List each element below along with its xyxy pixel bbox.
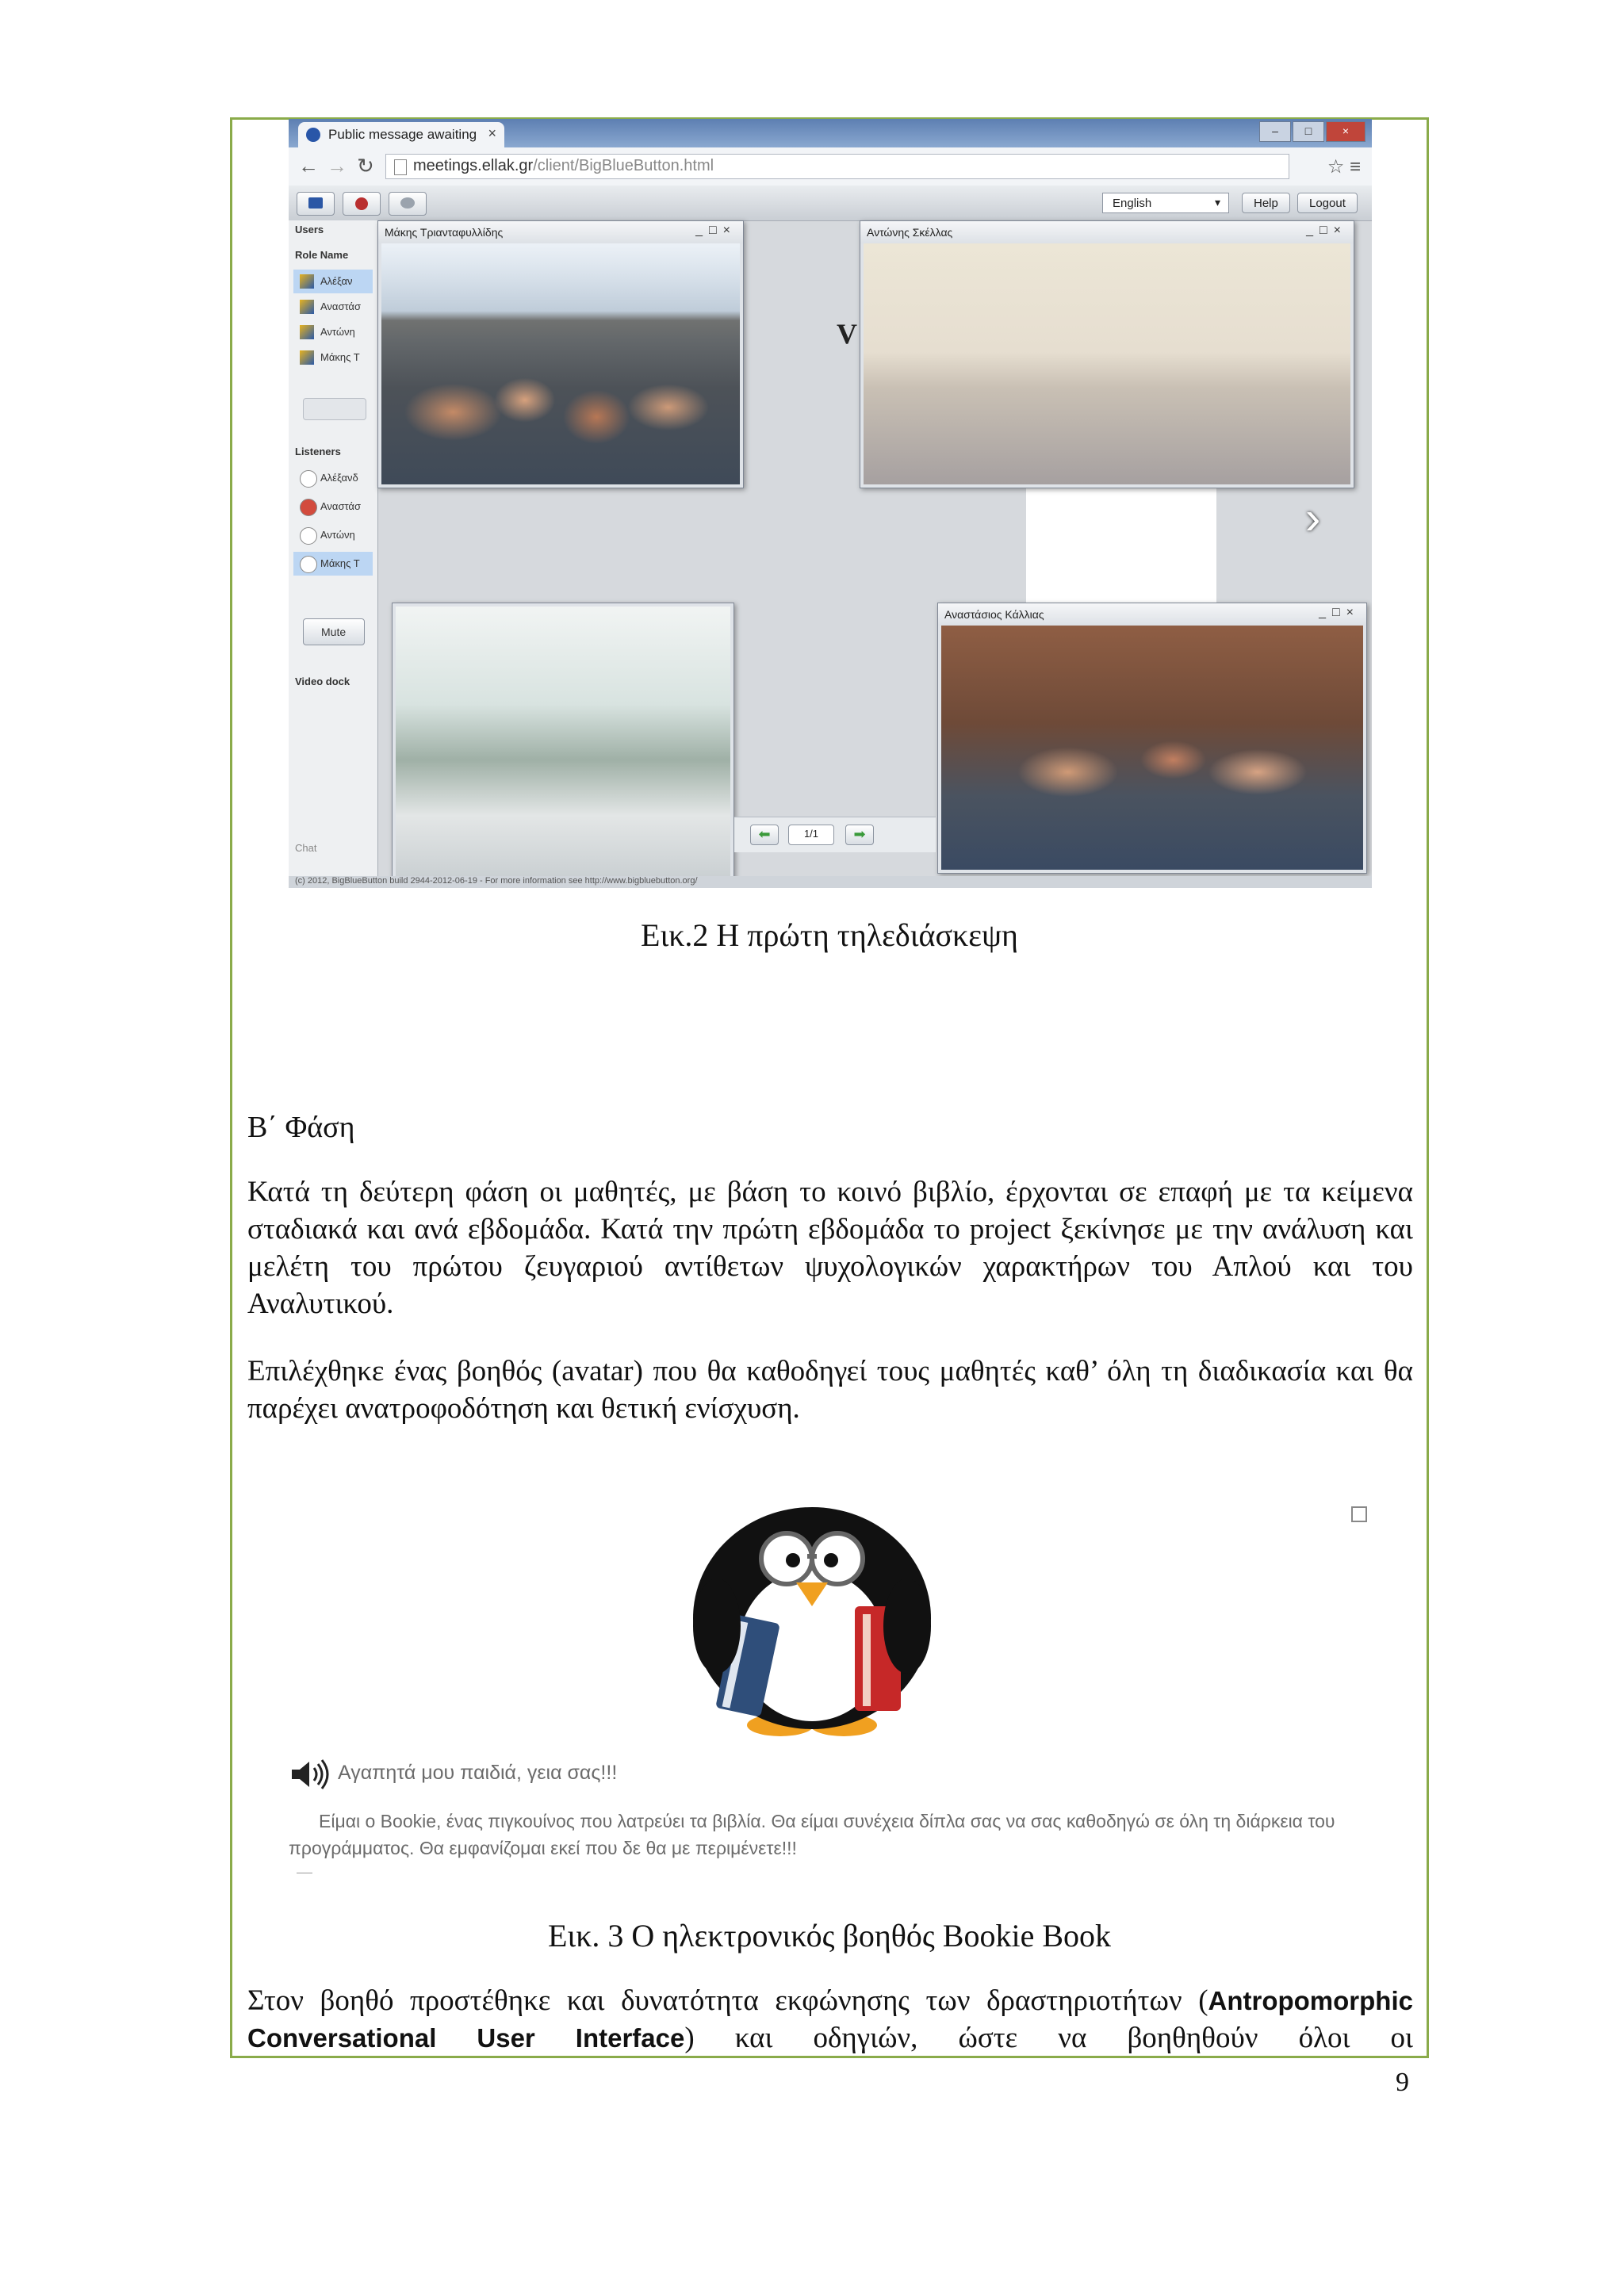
listener-row[interactable]: Αντώνη bbox=[293, 523, 373, 547]
figure-teleconference-screenshot bbox=[289, 119, 1372, 888]
webcam-window[interactable] bbox=[937, 603, 1367, 874]
user-row[interactable]: Αντώνη bbox=[293, 320, 373, 344]
paragraph-voice-feature: Στον βοηθό προστέθηκε και δυνατότητα εκφώνησης των δραστηριοτήτων (Antropomorphic Conversational User Interface) και οδηγιών, ώστε να βοηθηθούν όλοι οι bbox=[247, 1984, 1413, 2054]
window-controls-icon[interactable]: _□× bbox=[1306, 224, 1347, 237]
star-menu-icon[interactable]: ☆ ≡ bbox=[1327, 156, 1361, 178]
video-dock-feed bbox=[392, 603, 734, 888]
figure-caption-3: Εικ. 3 Ο ηλεκτρονικός βοηθός Bookie Book bbox=[548, 1918, 1111, 1954]
users-panel bbox=[289, 220, 378, 888]
favicon-icon bbox=[306, 128, 320, 142]
window-controls-icon[interactable]: _□× bbox=[695, 224, 737, 237]
bbb-footer: (c) 2012, BigBlueButton build 2944-2012-06-19 - For more information see http://www.bigbluebutton.org/ bbox=[289, 876, 1372, 888]
figure-bookie-screenshot bbox=[289, 1475, 1383, 1919]
video-dock-title: Video dock bbox=[295, 675, 350, 687]
webcam-window-title: Αντώνης Σκέλλας _□× bbox=[860, 221, 1354, 243]
figure-caption-2: Εικ.2 Η πρώτη τηλεδιάσκεψη bbox=[641, 917, 1018, 953]
maximize-button[interactable]: □ bbox=[1293, 121, 1324, 142]
interface-term: Antropomorphic Conversational User Interface bbox=[247, 1986, 1413, 2053]
reload-icon[interactable]: ↻ bbox=[357, 154, 374, 178]
listener-row[interactable]: Μάκης Τ bbox=[293, 552, 373, 576]
headset-icon bbox=[400, 197, 415, 209]
mute-button[interactable]: Mute bbox=[303, 618, 365, 645]
bookie-intro: Είμαι ο Bookie, ένας πιγκουίνος που λατρεύει τα βιβλία. Θα είμαι συνέχεια δίπλα σας να σας καθοδηγώ σε όλη τη διάρκεια του προγράμματος. Θα εμφανίζομαι εκεί που δε θα με περιμένετε!!! bbox=[289, 1811, 1335, 1858]
slide-navigation bbox=[734, 817, 936, 852]
paragraph-voice-end: και οδηγιών, ώστε να βοηθηθούν όλοι οι bbox=[734, 2022, 1413, 2054]
url-host: meetings.ellak.gr bbox=[413, 157, 534, 174]
webcam-button[interactable] bbox=[343, 192, 381, 216]
user-icon bbox=[300, 274, 314, 289]
url-path: /client/BigBlueButton.html bbox=[533, 157, 714, 174]
webcam-video-classroom bbox=[941, 626, 1363, 870]
webcam-video-classroom bbox=[864, 243, 1350, 484]
page-number: 9 bbox=[1396, 2068, 1409, 2097]
paragraph-avatar: Επιλέχθηκε ένας βοηθός (avatar) που θα καθοδηγεί τους μαθητές καθ’ όλη τη διαδικασία και θα παρέχει ανατροφοδότηση και θετική ενίσχυση. bbox=[247, 1355, 1413, 1425]
speaker-icon bbox=[300, 527, 317, 545]
muted-icon bbox=[300, 499, 317, 516]
user-icon bbox=[300, 300, 314, 314]
webcam-window-title: Αναστάσιος Κάλλιας _□× bbox=[938, 603, 1366, 626]
chevron-right-icon[interactable]: › bbox=[1305, 492, 1321, 544]
page-icon bbox=[394, 159, 407, 175]
tab-title: Public message awaiting bbox=[328, 127, 477, 142]
user-row[interactable]: Αλέξαν bbox=[293, 270, 373, 293]
window-controls-icon[interactable]: _□× bbox=[1319, 606, 1360, 619]
section-heading: Β΄ Φάση bbox=[247, 1111, 355, 1144]
listener-row[interactable]: Αναστάσ bbox=[293, 495, 373, 519]
back-icon[interactable]: ← bbox=[298, 154, 319, 178]
user-icon bbox=[300, 325, 314, 339]
whiteboard-letter: V bbox=[837, 318, 857, 350]
speaker-icon[interactable] bbox=[289, 1758, 330, 1790]
microphone-button[interactable] bbox=[389, 192, 427, 216]
logout-button[interactable]: Logout bbox=[1297, 193, 1358, 213]
address-bar bbox=[289, 147, 1372, 186]
speaker-icon bbox=[300, 470, 317, 488]
monitor-icon bbox=[308, 197, 323, 209]
webcam-icon bbox=[355, 197, 368, 210]
window-controls bbox=[1259, 121, 1365, 142]
previous-slide-button[interactable]: ⬅ bbox=[750, 825, 779, 845]
user-row[interactable]: Αναστάσ bbox=[293, 295, 373, 319]
penguin-avatar-icon bbox=[685, 1487, 939, 1741]
paragraph-voice-start: Στον βοηθό προστέθηκε και δυνατότητα εκφώνησης των δραστηριοτήτων bbox=[247, 1984, 1182, 2017]
webcam-video-classroom bbox=[381, 243, 740, 484]
user-row[interactable]: Μάκης Τ bbox=[293, 346, 373, 369]
users-columns: Role Name bbox=[295, 249, 349, 261]
webcam-window-title: Μάκης Τριανταφυλλίδης _□× bbox=[378, 221, 743, 243]
listeners-title: Listeners bbox=[295, 446, 341, 457]
listener-row[interactable]: Αλέξανδ bbox=[293, 466, 373, 490]
user-icon bbox=[300, 350, 314, 365]
users-title: Users bbox=[295, 224, 324, 235]
browser-tab[interactable] bbox=[298, 122, 504, 147]
chat-title: Chat bbox=[295, 842, 317, 854]
webcam-window[interactable] bbox=[860, 220, 1354, 488]
bbb-toolbar bbox=[289, 186, 1372, 221]
browser-titlebar bbox=[289, 119, 1372, 147]
slide-page-indicator[interactable]: 1/1 bbox=[788, 825, 834, 845]
next-slide-button[interactable]: ➡ bbox=[845, 825, 874, 845]
language-select[interactable]: English ▾ bbox=[1102, 193, 1229, 213]
minimize-button[interactable]: – bbox=[1259, 121, 1291, 142]
speaker-icon bbox=[300, 556, 317, 573]
switch-presenter-button[interactable] bbox=[303, 398, 366, 420]
paragraph-phase-b: Κατά τη δεύτερη φάση οι μαθητές, με βάση το κοινό βιβλίο, έρχονται σε επαφή με τα κείμενα σταδιακά και ανά εβδομάδα. Κατά την πρώτη εβδομάδα το project ξεκίνησε με την ανάλυση και μελέτη του πρώτου ζευγαριού αντίθετων ψυχολογικών χαρακτήρων του Απλού και του Αναλυτικού. bbox=[247, 1176, 1413, 1320]
webcam-video-classroom bbox=[396, 607, 730, 886]
checkbox-icon[interactable] bbox=[1351, 1506, 1367, 1522]
bookie-greeting: Αγαπητά μου παιδιά, γεια σας!!! bbox=[338, 1762, 618, 1784]
screen-share-button[interactable] bbox=[297, 192, 335, 216]
help-button[interactable]: Help bbox=[1242, 193, 1290, 213]
url-field[interactable] bbox=[385, 154, 1289, 179]
close-window-button[interactable]: × bbox=[1326, 121, 1365, 142]
tab-close-icon[interactable]: × bbox=[488, 125, 496, 141]
webcam-window[interactable] bbox=[377, 220, 744, 488]
forward-icon[interactable]: → bbox=[327, 154, 347, 178]
